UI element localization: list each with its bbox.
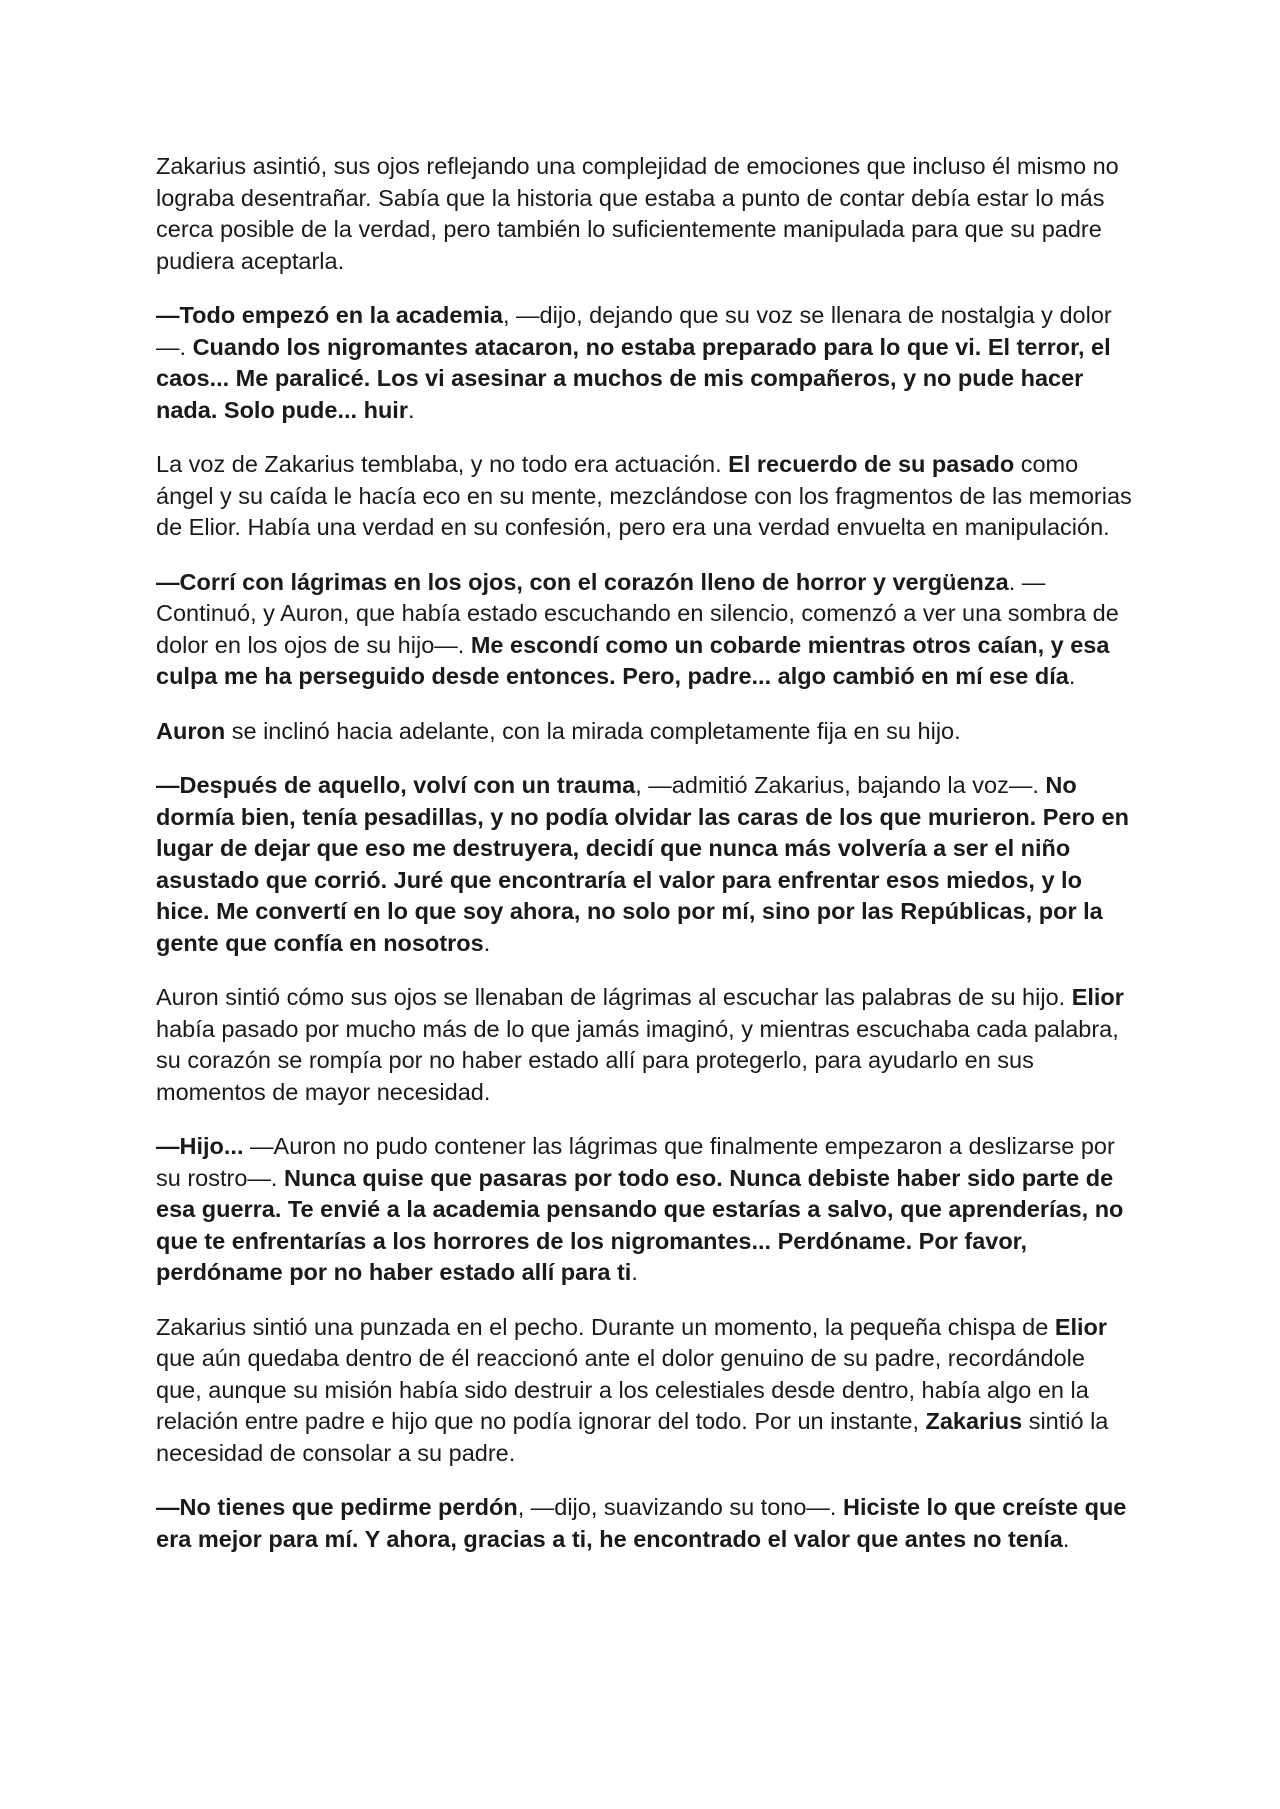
paragraph — [156, 567, 1136, 693]
text-run: . — [483, 929, 491, 956]
paragraph — [156, 300, 1136, 426]
text-run: . — [407, 396, 415, 423]
text-run: Zakarius asintió, sus ojos reflejando una complejidad de emociones que incluso él mismo no lograba desentrañar. Sabía que la historia que estaba a punto de contar debía estar lo más cerca posible de la verdad, pero también lo suficientemente manipulada para que su padre pudiera aceptarla. — [156, 153, 1119, 274]
paragraph — [156, 716, 1136, 748]
bold-text-run: Hiciste lo que creíste que era mejor para mí. Y ahora, gracias a ti, he encontrado el valor que antes no tenía — [156, 1494, 1127, 1552]
paragraph — [156, 449, 1136, 544]
bold-text-run: —Corrí con lágrimas en los ojos, con el corazón lleno de horror y vergüenza — [156, 568, 1009, 595]
paragraph — [156, 1131, 1136, 1289]
text-run: , —admitió Zakarius, bajando la voz—. — [635, 772, 1046, 798]
paragraph — [156, 1312, 1136, 1470]
text-run: sintió la necesidad de consolar a su padre. — [156, 1408, 1109, 1466]
text-run: —Auron no pudo contener las lágrimas que finalmente empezaron a deslizarse por su rostro—. — [156, 1133, 1115, 1191]
bold-text-run: Me escondí como un cobarde mientras otros caían, y esa culpa me ha perseguido desde entonces. Pero, padre... algo cambió en mí ese día — [156, 631, 1110, 689]
bold-text-run: No dormía bien, tenía pesadillas, y no podía olvidar las caras de los que murieron. Pero en lugar de dejar que eso me destruyera, decidí que nunca más volvería a ser el niño asustado que corrió. Juré que encontraría el valor para enfrentar esos miedos, y lo hice. Me convertí en lo que soy ahora, no solo por mí, sino por las Repúblicas, por la gente que confía en nosotros — [156, 772, 1129, 956]
text-run: había pasado por mucho más de lo que jamás imaginó, y mientras escuchaba cada palabra, su corazón se rompía por no haber estado allí para protegerlo, para ayudarlo en sus momentos de mayor necesidad. — [156, 1015, 1119, 1105]
bold-text-run: —Después de aquello, volví con un trauma — [156, 772, 636, 798]
bold-text-run: Auron — [156, 717, 226, 744]
paragraph — [156, 770, 1136, 959]
document-body — [156, 151, 1136, 1555]
text-run: Auron sintió cómo sus ojos se llenaban de lágrimas al escuchar las palabras de su hijo. — [156, 984, 1072, 1010]
text-run: . — [631, 1259, 638, 1285]
bold-text-run: —No tienes que pedirme perdón — [156, 1494, 518, 1520]
paragraph — [156, 151, 1136, 277]
text-run: Zakarius sintió una punzada en el pecho. Durante un momento, la pequeña chispa de — [156, 1313, 1055, 1340]
text-run: , —dijo, suavizando su tono—. — [517, 1494, 843, 1520]
text-run: , —dijo, dejando que su voz se llenara de nostalgia y dolor—. — [156, 302, 1112, 360]
bold-text-run: —Hijo... — [156, 1133, 244, 1159]
text-run: como ángel y su caída le hacía eco en su mente, mezclándose con los fragmentos de las memorias de Elior. Había una verdad en su confesión, pero era una verdad envuelta en manipulación. — [156, 451, 1132, 540]
bold-text-run: —Todo empezó en la academia — [156, 302, 503, 328]
bold-text-run: Nunca quise que pasaras por todo eso. Nunca debiste haber sido parte de esa guerra. Te envié a la academia pensando que estarías a salvo, que aprenderías, no que te enfrentarías a los horrores de los nigromantes... Perdóname. Por favor, perdóname por no haber estado allí para ti — [156, 1164, 1124, 1285]
bold-text-run: Cuando los nigromantes atacaron, no estaba preparado para lo que vi. El terror, el caos... Me paralicé. Los vi asesinar a muchos de mis compañeros, y no pude hacer nada. Solo pude... huir — [156, 333, 1111, 423]
bold-text-run: Elior — [1054, 1313, 1108, 1340]
paragraph — [156, 1492, 1136, 1555]
text-run: La voz de Zakarius temblaba, y no todo era actuación. — [156, 451, 729, 477]
paragraph — [156, 982, 1136, 1108]
bold-text-run: Zakarius — [925, 1408, 1023, 1434]
text-run: . — [1062, 1525, 1070, 1552]
bold-text-run: El recuerdo de su pasado — [728, 451, 1015, 477]
bold-text-run: Elior — [1071, 984, 1124, 1010]
text-run: que aún quedaba dentro de él reaccionó ante el dolor genuino de su padre, recordándole que, aunque su misión había sido destruir a los celestiales desde dentro, había algo en la relación entre padre e hijo que no podía ignorar del todo. Por un instante, — [156, 1345, 1089, 1434]
text-run: . — [1068, 663, 1076, 689]
text-run: se inclinó hacia adelante, con la mirada completamente fija en su hijo. — [225, 717, 961, 744]
text-run: . —Continuó, y Auron, que había estado escuchando en silencio, comenzó a ver una sombra de dolor en los ojos de su hijo—. — [156, 568, 1119, 658]
